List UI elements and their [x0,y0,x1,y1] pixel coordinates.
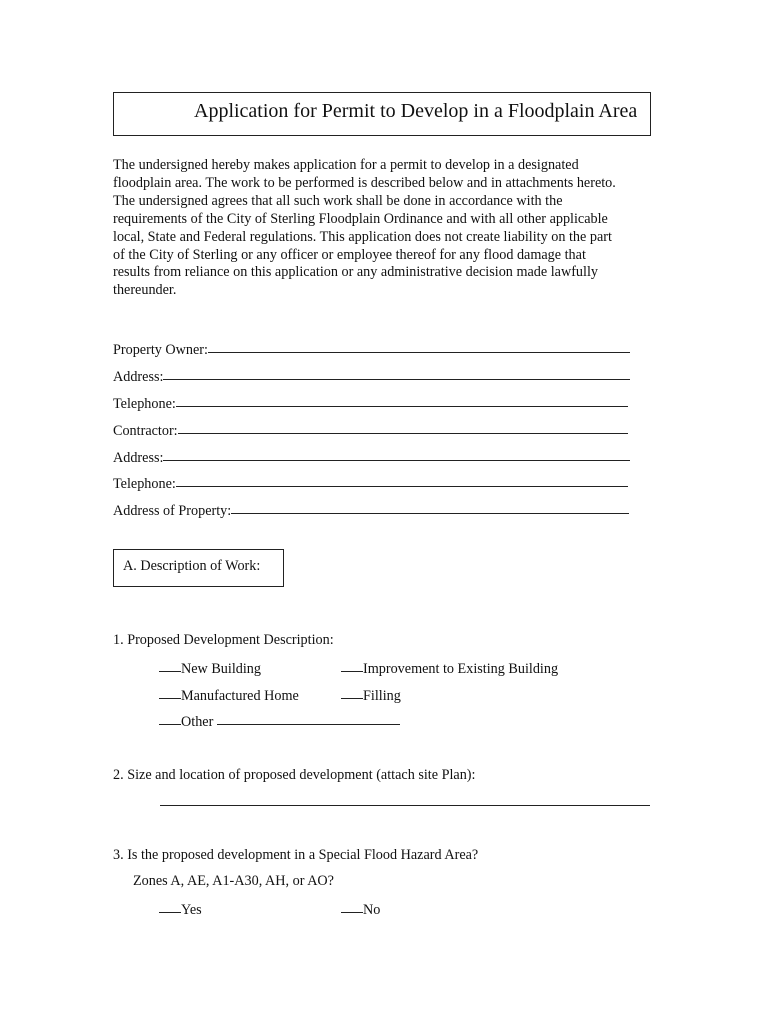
option-other [159,712,400,731]
section-a-heading: A. Description of Work: [123,558,261,574]
yes-label: Yes [181,902,202,918]
property-owner-row [113,338,630,359]
manufactured-home-blank[interactable] [159,686,181,700]
owner-telephone-label: Telephone: [113,396,176,412]
option-yes [159,900,202,919]
other-label: Other [181,714,214,730]
intro-line: The undersigned hereby makes application for a permit to develop in a designated [113,157,579,173]
improvement-blank[interactable] [341,659,363,673]
new-building-blank[interactable] [159,659,181,673]
property-owner-label: Property Owner: [113,342,208,358]
contractor-telephone-label: Telephone: [113,476,176,492]
intro-line: floodplain area. The work to be performed is described below and in attachments hereto. [113,174,616,191]
no-blank[interactable] [341,900,363,914]
option-no [341,900,380,919]
intro-line: requirements of the City of Sterling Floodplain Ordinance and with all other applicable [113,210,608,227]
owner-address-field[interactable] [163,365,630,381]
property-address-field[interactable] [231,499,629,515]
q2-text: 2. Size and location of proposed development (attach site Plan): [113,767,476,783]
manufactured-home-label: Manufactured Home [181,688,299,704]
contractor-row [113,419,628,440]
filling-blank[interactable] [341,686,363,700]
contractor-telephone-row [113,472,628,493]
intro-line: The undersigned agrees that all such work shall be done in accordance with the [113,192,563,209]
contractor-telephone-field[interactable] [176,472,628,488]
intro-line: thereunder. [113,282,177,299]
other-blank[interactable] [159,712,181,726]
contractor-label: Contractor: [113,423,178,439]
improvement-label: Improvement to Existing Building [363,661,559,677]
property-address-label: Address of Property: [113,503,232,519]
owner-address-row [113,365,630,386]
property-address-row [113,499,629,520]
title-box [113,92,651,136]
new-building-label: New Building [181,661,261,677]
intro-line: local, State and Federal regulations. This application does not create liability on the part [113,228,612,245]
owner-telephone-field[interactable] [176,392,628,408]
yes-blank[interactable] [159,900,181,914]
option-new-building [159,659,261,678]
contractor-address-row [113,446,630,467]
intro-line: results from reliance on this application or any administrative decision made lawfully [113,264,598,281]
section-a-box [113,549,284,587]
option-improvement [341,659,558,678]
owner-telephone-row [113,392,628,413]
contractor-field[interactable] [178,419,628,435]
contractor-address-label: Address: [113,450,164,466]
intro-paragraph [113,157,658,300]
owner-address-label: Address: [113,369,164,385]
option-filling [341,686,401,705]
contractor-address-field[interactable] [163,446,630,462]
page-title: Application for Permit to Develop in a Floodplain Area [194,100,638,122]
filling-label: Filling [363,688,401,704]
intro-line: of the City of Sterling or any officer or employee thereof for any flood damage that [113,246,586,263]
q1-text: 1. Proposed Development Description: [113,632,334,648]
option-manufactured-home [159,686,299,705]
q3-text: 3. Is the proposed development in a Special Flood Hazard Area? [113,847,479,863]
property-owner-field[interactable] [208,338,630,354]
size-location-field[interactable] [160,805,650,806]
q3-zones-text: Zones A, AE, A1-A30, AH, or AO? [133,873,334,889]
other-description-field[interactable] [217,712,400,726]
no-label: No [363,902,381,918]
